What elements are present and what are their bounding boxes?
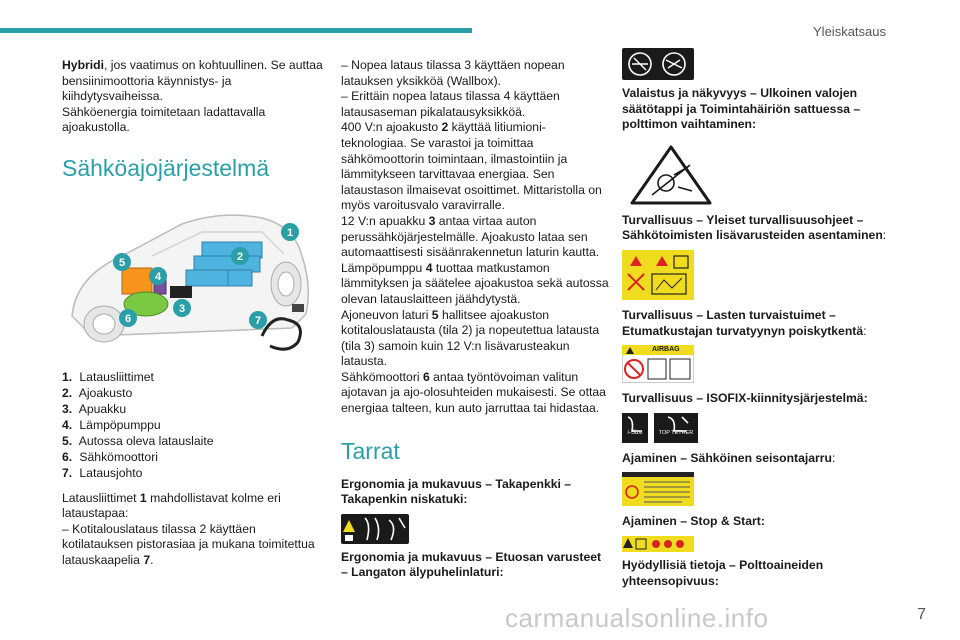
charger-paragraph: Ajoneuvon laturi 5 hallitsee ajoakuston kotitalouslatausta (tila 2) ja nopeutettua latausta (tila 3) samoin kuin 12 V:n lisävarusteakun latausta. [341,307,600,369]
traction-battery-paragraph: 400 V:n ajoakusto 2 käyttää litiumioni-teknologiaa. Se varastoi ja toimittaa sähkömoottorin toimintaan, ilmastointiin ja lämmitykseen tarvittavaa energiaa. Sen lataustason ilmaisevat osoittimet. Mittaristolla on myös varoitusvalo varavirralle. [341,120,602,213]
label-wireless-charger: Ergonomia ja mukavuus – Etuosan varusteet – Langaton älypuhelinlaturi: [341,549,602,580]
label-rear-headrest: Ergonomia ja mukavuus – Takapenkki – Takapenkin niskatuki: [341,476,572,507]
heading-electric-drive: Sähköajojärjestelmä [62,154,270,181]
label-fuel-compatibility: Hyödyllisiä tietoja – Polttoaineiden yhteensopivuus: [622,557,824,588]
header-accent-bar [0,28,472,33]
label-parking-brake: Ajaminen – Sähköinen seisontajarru: [622,450,836,465]
label-stop-start: Ajaminen – Stop & Start: [622,514,765,529]
electrical-sticker-icon [622,250,694,300]
intro-paragraph: Hybridi, jos vaatimus on kohtuullinen. Se auttaa bensiinimoottoria käynnistys- ja kiihdytysvaiheissa. [62,58,323,104]
list-item: 4. Lämpöpumppu [62,417,161,432]
charging-mode-3: – Nopea lataus tilassa 3 käyttäen nopean latauksen yksikköä (Wallbox). [341,58,565,88]
list-item: 3. Apuakku [62,401,127,416]
label-isofix: Turvallisuus – ISOFIX-kiinnitysjärjestelmä: [622,391,868,406]
no-bulb-warning-icon [628,143,714,207]
charging-modes-paragraph: Latausliittimet 1 mahdollistavat kolme eri lataustapaa: [62,490,281,521]
headrest-sticker-icon [341,514,409,544]
column-2 [341,58,611,587]
list-item: 2. Ajoakusto [62,385,133,400]
parking-brake-sticker-icon [622,472,694,506]
label-lighting: Valaistus ja näkyvyys – Ulkoinen valojen säätötappi ja Toimintahäiriön sattuessa – polttimon vaihtaminen: [622,86,861,132]
electric-drive-diagram [62,196,324,356]
motor-paragraph: Sähkömoottori 6 antaa työntövoiman valitun ajotavan ja ajo-olosuhteiden mukaisesti. Se ottaa energiaa talteen, kun auto jarruttaa tai hidastaa. [341,369,606,416]
isize-icon: i-Size [622,413,648,443]
section-title: Yleiskatsaus [813,24,886,39]
callout-4: 4 [154,270,162,283]
list-item: 5. Autossa oleva latauslaite [62,433,214,448]
stop-start-sticker-icon [622,536,694,552]
aux-battery [170,286,192,298]
list-item: 7. Latausjohto [62,465,143,480]
onboard-charger [122,268,152,294]
watermark: carmanualsonline.info [505,603,769,633]
isofix-icons [622,413,892,443]
component-list [62,369,324,481]
list-item: 1. Latausliittimet [62,369,154,384]
column-3 [622,48,892,595]
label-electrical-accessories: Turvallisuus – Yleiset turvallisuusohjeet – Sähkötoimisten lisävarusteiden asentaminen: [622,212,887,243]
label-passenger-airbag: Turvallisuus – Lasten turvaistuimet – Etumatkustajan turvatyynyn poiskytkentä: [622,307,867,338]
callout-3: 3 [178,302,186,315]
airbag-sticker-icon [622,345,694,383]
list-item: 6. Sähkömoottori [62,449,158,464]
column-1 [62,58,324,569]
lighting-sticker-icon [622,48,694,80]
callout-1: 1 [286,226,294,239]
heat-pump-paragraph: Lämpöpumppu 4 tuottaa matkustamon lämmityksen ja säätelee ajoakustoa sekä autossa olevan latauslaitteen jäähdytystä. [341,260,609,306]
callout-7: 7 [254,314,262,327]
heading-labels: Tarrat [341,437,400,464]
top-tether-icon: TOP TETHER [654,413,698,443]
callout-2: 2 [236,250,244,263]
charging-mode-4: – Erittäin nopea lataus tilassa 4 käyttäen latausaseman pikalatausyksikköä. [341,89,560,119]
callout-5: 5 [118,256,126,269]
intro-paragraph-2: Sähköenergia toimitetaan ladattavalla ajoakustolla. [62,104,266,135]
aux-battery-paragraph: 12 V:n apuakku 3 antaa virtaa auton perussähköjärjestelmälle. Ajoakusto lataa sen automaattisesti sisäänrakennetun laturin kautta. [341,213,600,260]
charging-mode-2: – Kotitalouslataus tilassa 2 käyttäen kotilatauksen pistorasiaa ja mukana toimitettua latauskaapelia 7. [62,521,315,567]
airbag-text: AIRBAG [652,346,680,354]
callout-6: 6 [124,312,132,325]
page-number: 7 [917,606,926,623]
